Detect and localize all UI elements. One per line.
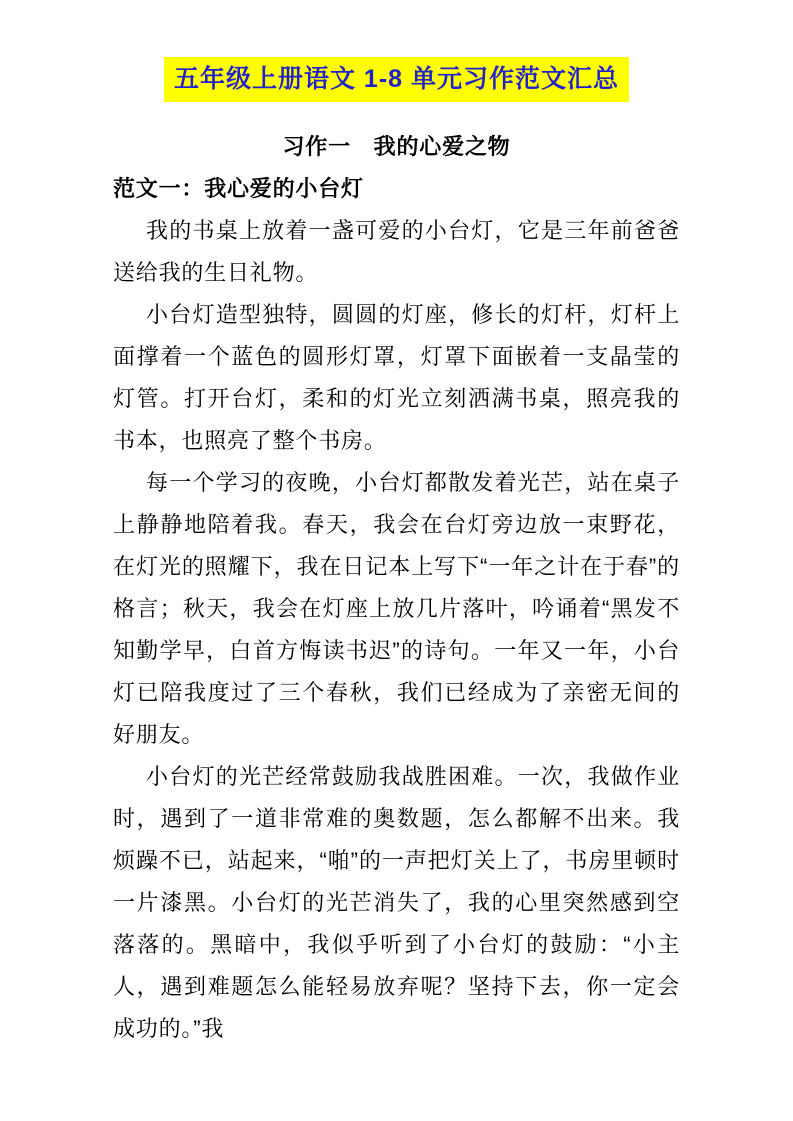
section-title: 习作一 我的心爱之物 (282, 134, 511, 159)
main-title-highlight: 五年级上册语文 1-8 单元习作范文汇总 (164, 57, 629, 102)
essay-paragraph-2: 小台灯造型独特，圆圆的灯座，修长的灯杆，灯杆上面撑着一个蓝色的圆形灯罩，灯罩下面嵌着一支晶莹的灯管。打开台灯，柔和的灯光立刻洒满书桌，照亮我的书本，也照亮了整个书房。 (113, 302, 680, 453)
essay-paragraph-1: 我的书桌上放着一盏可爱的小台灯，它是三年前爸爸送给我的生日礼物。 (113, 218, 680, 285)
essay-paragraph-4: 小台灯的光芒经常鼓励我战胜困难。一次，我做作业时，遇到了一道非常难的奥数题，怎么都解不出来。我烦躁不已，站起来，“啪”的一声把灯关上了，书房里顿时一片漆黑。小台灯的光芒消失了，我的心里突然感到空落落的。黑暗中，我似乎听到了小台灯的鼓励：“小主人，遇到难题怎么能轻易放弃呢？坚持下去，你一定会成功的。”我 (113, 764, 680, 1041)
essay-paragraph-3: 每一个学习的夜晚，小台灯都散发着光芒，站在桌子上静静地陪着我。春天，我会在台灯旁边放一束野花，在灯光的照耀下，我在日记本上写下“一年之计在于春”的格言；秋天，我会在灯座上放几片落叶，吟诵着“黑发不知勤学早，白首方悔读书迟”的诗句。一年又一年，小台灯已陪我度过了三个春秋，我们已经成为了亲密无间的好朋友。 (113, 470, 680, 747)
essay-heading: 范文一：我心爱的小台灯 (113, 176, 364, 201)
main-title (113, 57, 680, 102)
